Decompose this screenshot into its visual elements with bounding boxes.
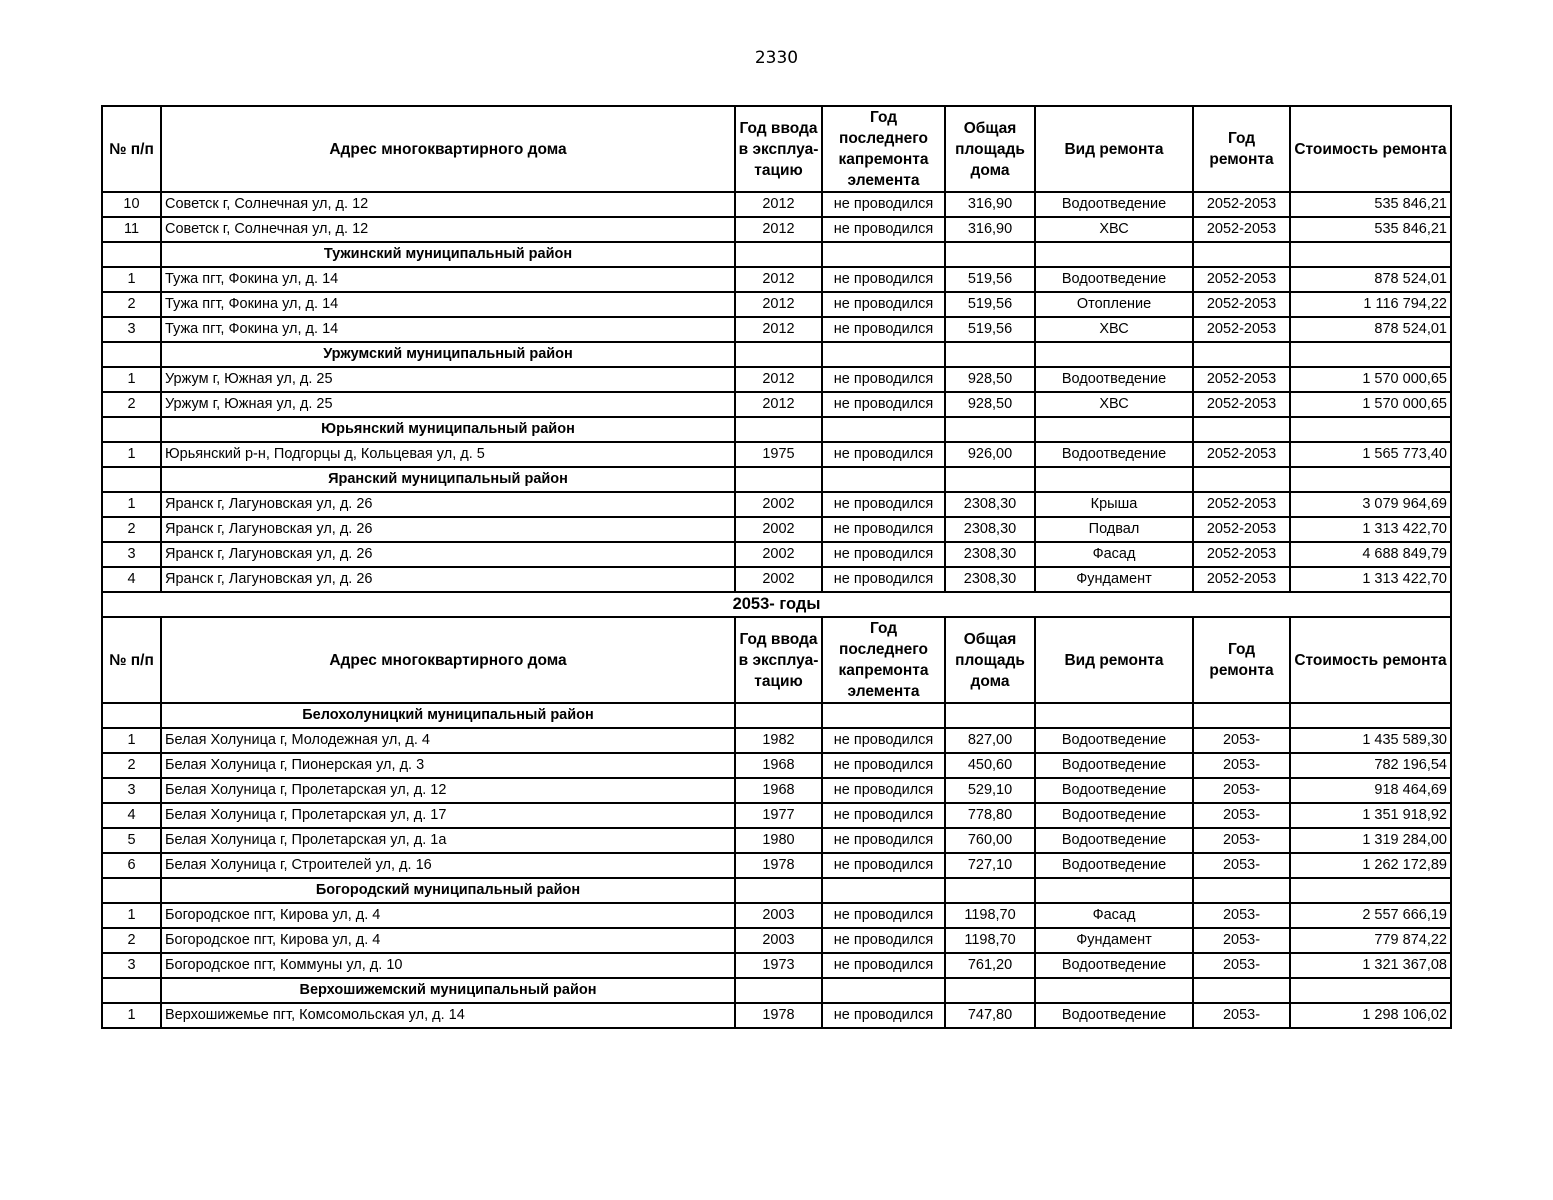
- header-address: Адрес многоквартирного дома: [161, 106, 735, 192]
- address-cell: Белая Холуница г, Молодежная ул, д. 4: [161, 728, 735, 753]
- cost-cell: 1 321 367,08: [1290, 953, 1451, 978]
- year-built-cell: 2003: [735, 928, 822, 953]
- empty-cell: [945, 703, 1035, 728]
- table-row: [102, 542, 1451, 567]
- empty-cell: [945, 978, 1035, 1003]
- last-repair-cell: не проводился: [822, 1003, 945, 1028]
- empty-cell: [1193, 342, 1290, 367]
- repair-year-cell: 2053-: [1193, 903, 1290, 928]
- last-repair-cell: не проводился: [822, 728, 945, 753]
- table-row: [102, 753, 1451, 778]
- address-cell: Яранск г, Лагуновская ул, д. 26: [161, 517, 735, 542]
- empty-cell: [735, 978, 822, 1003]
- empty-cell: [1193, 467, 1290, 492]
- last-repair-cell: не проводился: [822, 267, 945, 292]
- repair-year-cell: 2052-2053: [1193, 517, 1290, 542]
- repair-year-cell: 2052-2053: [1193, 192, 1290, 217]
- last-repair-cell: не проводился: [822, 192, 945, 217]
- address-cell: Яранск г, Лагуновская ул, д. 26: [161, 492, 735, 517]
- section-title: 2053- годы: [102, 592, 1451, 617]
- empty-cell: [945, 417, 1035, 442]
- row-number: 1: [102, 367, 161, 392]
- district-row: [102, 978, 1451, 1003]
- district-row: [102, 417, 1451, 442]
- year-built-cell: 2012: [735, 392, 822, 417]
- cost-cell: 1 435 589,30: [1290, 728, 1451, 753]
- repair-type-cell: Отопление: [1035, 292, 1193, 317]
- row-number: 3: [102, 317, 161, 342]
- last-repair-cell: не проводился: [822, 853, 945, 878]
- last-repair-cell: не проводился: [822, 928, 945, 953]
- year-built-cell: 1978: [735, 1003, 822, 1028]
- empty-cell: [1290, 703, 1451, 728]
- row-number: 1: [102, 267, 161, 292]
- last-repair-cell: не проводился: [822, 292, 945, 317]
- area-cell: 519,56: [945, 317, 1035, 342]
- area-cell: 928,50: [945, 392, 1035, 417]
- table-header-row: [102, 106, 1451, 192]
- row-number: 1: [102, 442, 161, 467]
- address-cell: Белая Холуница г, Пионерская ул, д. 3: [161, 753, 735, 778]
- repair-year-cell: 2052-2053: [1193, 567, 1290, 592]
- repair-year-cell: 2052-2053: [1193, 217, 1290, 242]
- repair-type-cell: ХВС: [1035, 217, 1193, 242]
- header-address: Адрес многоквартирного дома: [161, 617, 735, 703]
- last-repair-cell: не проводился: [822, 828, 945, 853]
- district-name: Богородский муниципальный район: [161, 878, 735, 903]
- last-repair-cell: не проводился: [822, 517, 945, 542]
- address-cell: Белая Холуница г, Пролетарская ул, д. 12: [161, 778, 735, 803]
- header-repair-type: Вид ремонта: [1035, 106, 1193, 192]
- repair-type-cell: Водоотведение: [1035, 778, 1193, 803]
- cost-cell: 2 557 666,19: [1290, 903, 1451, 928]
- empty-cell: [822, 417, 945, 442]
- empty-cell: [735, 417, 822, 442]
- repair-type-cell: Подвал: [1035, 517, 1193, 542]
- table-row: [102, 567, 1451, 592]
- area-cell: 316,90: [945, 217, 1035, 242]
- area-cell: 2308,30: [945, 492, 1035, 517]
- last-repair-cell: не проводился: [822, 542, 945, 567]
- empty-cell: [822, 467, 945, 492]
- year-built-cell: 2002: [735, 567, 822, 592]
- repair-type-cell: Водоотведение: [1035, 853, 1193, 878]
- empty-cell: [945, 342, 1035, 367]
- table-row: [102, 1003, 1451, 1028]
- table-row: [102, 517, 1451, 542]
- area-cell: 827,00: [945, 728, 1035, 753]
- header-cost: Стоимость ремонта: [1290, 106, 1451, 192]
- address-cell: Уржум г, Южная ул, д. 25: [161, 367, 735, 392]
- table-row: [102, 903, 1451, 928]
- last-repair-cell: не проводился: [822, 392, 945, 417]
- address-cell: Богородское пгт, Кирова ул, д. 4: [161, 903, 735, 928]
- year-built-cell: 1978: [735, 853, 822, 878]
- repair-type-cell: Фасад: [1035, 903, 1193, 928]
- table-row: [102, 442, 1451, 467]
- address-cell: Белая Холуница г, Строителей ул, д. 16: [161, 853, 735, 878]
- area-cell: 928,50: [945, 367, 1035, 392]
- header-year-built: Год ввода в эксплуа-тацию: [735, 106, 822, 192]
- area-cell: 2308,30: [945, 567, 1035, 592]
- row-number: 2: [102, 753, 161, 778]
- repair-schedule-table: [101, 105, 1452, 1029]
- empty-cell: [102, 703, 161, 728]
- table-row: [102, 292, 1451, 317]
- cost-cell: 782 196,54: [1290, 753, 1451, 778]
- repair-type-cell: Фасад: [1035, 542, 1193, 567]
- last-repair-cell: не проводился: [822, 492, 945, 517]
- repair-type-cell: Водоотведение: [1035, 267, 1193, 292]
- area-cell: 316,90: [945, 192, 1035, 217]
- last-repair-cell: не проводился: [822, 217, 945, 242]
- empty-cell: [1193, 978, 1290, 1003]
- table-row: [102, 953, 1451, 978]
- header-area: Общая площадь дома: [945, 617, 1035, 703]
- year-built-cell: 2002: [735, 542, 822, 567]
- year-built-cell: 1975: [735, 442, 822, 467]
- last-repair-cell: не проводился: [822, 803, 945, 828]
- last-repair-cell: не проводился: [822, 442, 945, 467]
- row-number: 3: [102, 778, 161, 803]
- repair-type-cell: Водоотведение: [1035, 442, 1193, 467]
- empty-cell: [1035, 417, 1193, 442]
- district-name: Верхошижемский муниципальный район: [161, 978, 735, 1003]
- empty-cell: [1193, 703, 1290, 728]
- empty-cell: [102, 342, 161, 367]
- table-row: [102, 492, 1451, 517]
- repair-year-cell: 2052-2053: [1193, 492, 1290, 517]
- year-built-cell: 2002: [735, 517, 822, 542]
- cost-cell: 1 319 284,00: [1290, 828, 1451, 853]
- last-repair-cell: не проводился: [822, 567, 945, 592]
- district-row: [102, 342, 1451, 367]
- area-cell: 747,80: [945, 1003, 1035, 1028]
- row-number: 2: [102, 928, 161, 953]
- empty-cell: [1290, 978, 1451, 1003]
- address-cell: Белая Холуница г, Пролетарская ул, д. 1а: [161, 828, 735, 853]
- row-number: 3: [102, 953, 161, 978]
- empty-cell: [1193, 417, 1290, 442]
- repair-year-cell: 2052-2053: [1193, 317, 1290, 342]
- year-built-cell: 1968: [735, 778, 822, 803]
- table-header-row: [102, 617, 1451, 703]
- cost-cell: 878 524,01: [1290, 267, 1451, 292]
- empty-cell: [1035, 703, 1193, 728]
- row-number: 10: [102, 192, 161, 217]
- table-row: [102, 853, 1451, 878]
- table-row: [102, 392, 1451, 417]
- address-cell: Тужа пгт, Фокина ул, д. 14: [161, 292, 735, 317]
- row-number: 5: [102, 828, 161, 853]
- repair-year-cell: 2053-: [1193, 728, 1290, 753]
- header-cost: Стоимость ремонта: [1290, 617, 1451, 703]
- empty-cell: [822, 242, 945, 267]
- repair-year-cell: 2052-2053: [1193, 542, 1290, 567]
- repair-year-cell: 2052-2053: [1193, 367, 1290, 392]
- last-repair-cell: не проводился: [822, 753, 945, 778]
- area-cell: 529,10: [945, 778, 1035, 803]
- repair-year-cell: 2053-: [1193, 1003, 1290, 1028]
- address-cell: Тужа пгт, Фокина ул, д. 14: [161, 267, 735, 292]
- district-name: Белохолуницкий муниципальный район: [161, 703, 735, 728]
- empty-cell: [945, 242, 1035, 267]
- cost-cell: 1 565 773,40: [1290, 442, 1451, 467]
- repair-year-cell: 2052-2053: [1193, 292, 1290, 317]
- area-cell: 761,20: [945, 953, 1035, 978]
- table-row: [102, 928, 1451, 953]
- empty-cell: [102, 417, 161, 442]
- year-built-cell: 1968: [735, 753, 822, 778]
- last-repair-cell: не проводился: [822, 317, 945, 342]
- empty-cell: [735, 467, 822, 492]
- repair-year-cell: 2053-: [1193, 928, 1290, 953]
- repair-year-cell: 2052-2053: [1193, 442, 1290, 467]
- cost-cell: 1 262 172,89: [1290, 853, 1451, 878]
- last-repair-cell: не проводился: [822, 903, 945, 928]
- empty-cell: [822, 978, 945, 1003]
- district-row: [102, 467, 1451, 492]
- row-number: 1: [102, 728, 161, 753]
- cost-cell: 4 688 849,79: [1290, 542, 1451, 567]
- area-cell: 727,10: [945, 853, 1035, 878]
- empty-cell: [102, 242, 161, 267]
- empty-cell: [102, 878, 161, 903]
- empty-cell: [822, 342, 945, 367]
- row-number: 4: [102, 567, 161, 592]
- empty-cell: [822, 703, 945, 728]
- row-number: 11: [102, 217, 161, 242]
- area-cell: 1198,70: [945, 928, 1035, 953]
- address-cell: Советск г, Солнечная ул, д. 12: [161, 192, 735, 217]
- row-number: 2: [102, 517, 161, 542]
- area-cell: 1198,70: [945, 903, 1035, 928]
- area-cell: 926,00: [945, 442, 1035, 467]
- cost-cell: 535 846,21: [1290, 192, 1451, 217]
- header-repair-year: Год ремонта: [1193, 106, 1290, 192]
- repair-type-cell: Водоотведение: [1035, 828, 1193, 853]
- row-number: 2: [102, 292, 161, 317]
- year-built-cell: 2012: [735, 367, 822, 392]
- header-year-built: Год ввода в эксплуа-тацию: [735, 617, 822, 703]
- cost-cell: 1 351 918,92: [1290, 803, 1451, 828]
- empty-cell: [1290, 342, 1451, 367]
- cost-cell: 918 464,69: [1290, 778, 1451, 803]
- district-name: Яранский муниципальный район: [161, 467, 735, 492]
- year-built-cell: 2012: [735, 292, 822, 317]
- empty-cell: [1193, 878, 1290, 903]
- year-built-cell: 1982: [735, 728, 822, 753]
- cost-cell: 3 079 964,69: [1290, 492, 1451, 517]
- page-number: 2330: [754, 48, 799, 68]
- address-cell: Богородское пгт, Коммуны ул, д. 10: [161, 953, 735, 978]
- empty-cell: [735, 703, 822, 728]
- empty-cell: [735, 342, 822, 367]
- empty-cell: [1290, 467, 1451, 492]
- repair-type-cell: Водоотведение: [1035, 192, 1193, 217]
- empty-cell: [945, 878, 1035, 903]
- repair-type-cell: Водоотведение: [1035, 1003, 1193, 1028]
- row-number: 6: [102, 853, 161, 878]
- row-number: 2: [102, 392, 161, 417]
- repair-year-cell: 2053-: [1193, 803, 1290, 828]
- row-number: 4: [102, 803, 161, 828]
- empty-cell: [735, 878, 822, 903]
- address-cell: Яранск г, Лагуновская ул, д. 26: [161, 567, 735, 592]
- district-row: [102, 878, 1451, 903]
- header-repair-type: Вид ремонта: [1035, 617, 1193, 703]
- area-cell: 2308,30: [945, 517, 1035, 542]
- district-row: [102, 242, 1451, 267]
- table-row: [102, 192, 1451, 217]
- repair-type-cell: Фундамент: [1035, 928, 1193, 953]
- cost-cell: 1 298 106,02: [1290, 1003, 1451, 1028]
- year-built-cell: 2012: [735, 317, 822, 342]
- year-built-cell: 2012: [735, 217, 822, 242]
- repair-year-cell: 2052-2053: [1193, 392, 1290, 417]
- area-cell: 2308,30: [945, 542, 1035, 567]
- header-repair-year: Год ремонта: [1193, 617, 1290, 703]
- cost-cell: 878 524,01: [1290, 317, 1451, 342]
- address-cell: Верхошижемье пгт, Комсомольская ул, д. 14: [161, 1003, 735, 1028]
- year-built-cell: 2003: [735, 903, 822, 928]
- empty-cell: [945, 467, 1035, 492]
- address-cell: Богородское пгт, Кирова ул, д. 4: [161, 928, 735, 953]
- year-built-cell: 1980: [735, 828, 822, 853]
- address-cell: Яранск г, Лагуновская ул, д. 26: [161, 542, 735, 567]
- repair-year-cell: 2053-: [1193, 828, 1290, 853]
- repair-type-cell: Водоотведение: [1035, 728, 1193, 753]
- repair-type-cell: Водоотведение: [1035, 803, 1193, 828]
- empty-cell: [1193, 242, 1290, 267]
- header-num: № п/п: [102, 617, 161, 703]
- year-built-cell: 1977: [735, 803, 822, 828]
- empty-cell: [1290, 878, 1451, 903]
- repair-year-cell: 2053-: [1193, 778, 1290, 803]
- repair-type-cell: Крыша: [1035, 492, 1193, 517]
- table-row: [102, 728, 1451, 753]
- table-row: [102, 778, 1451, 803]
- address-cell: Белая Холуница г, Пролетарская ул, д. 17: [161, 803, 735, 828]
- area-cell: 760,00: [945, 828, 1035, 853]
- empty-cell: [1290, 242, 1451, 267]
- area-cell: 450,60: [945, 753, 1035, 778]
- area-cell: 519,56: [945, 292, 1035, 317]
- table-row: [102, 217, 1451, 242]
- district-name: Тужинский муниципальный район: [161, 242, 735, 267]
- empty-cell: [822, 878, 945, 903]
- section-row: [102, 592, 1451, 617]
- cost-cell: 779 874,22: [1290, 928, 1451, 953]
- year-built-cell: 2012: [735, 192, 822, 217]
- repair-type-cell: ХВС: [1035, 392, 1193, 417]
- area-cell: 519,56: [945, 267, 1035, 292]
- district-name: Юрьянский муниципальный район: [161, 417, 735, 442]
- empty-cell: [1035, 978, 1193, 1003]
- empty-cell: [1035, 342, 1193, 367]
- row-number: 3: [102, 542, 161, 567]
- empty-cell: [735, 242, 822, 267]
- year-built-cell: 1973: [735, 953, 822, 978]
- repair-type-cell: Фундамент: [1035, 567, 1193, 592]
- empty-cell: [102, 467, 161, 492]
- cost-cell: 1 570 000,65: [1290, 367, 1451, 392]
- year-built-cell: 2002: [735, 492, 822, 517]
- last-repair-cell: не проводился: [822, 367, 945, 392]
- empty-cell: [1035, 242, 1193, 267]
- last-repair-cell: не проводился: [822, 778, 945, 803]
- cost-cell: 1 570 000,65: [1290, 392, 1451, 417]
- table-row: [102, 828, 1451, 853]
- header-last-repair: Год последнего капремонта элемента: [822, 617, 945, 703]
- repair-year-cell: 2053-: [1193, 853, 1290, 878]
- address-cell: Уржум г, Южная ул, д. 25: [161, 392, 735, 417]
- address-cell: Советск г, Солнечная ул, д. 12: [161, 217, 735, 242]
- district-name: Уржумский муниципальный район: [161, 342, 735, 367]
- empty-cell: [1290, 417, 1451, 442]
- repair-type-cell: Водоотведение: [1035, 753, 1193, 778]
- table-row: [102, 367, 1451, 392]
- area-cell: 778,80: [945, 803, 1035, 828]
- year-built-cell: 2012: [735, 267, 822, 292]
- repair-year-cell: 2053-: [1193, 753, 1290, 778]
- last-repair-cell: не проводился: [822, 953, 945, 978]
- row-number: 1: [102, 492, 161, 517]
- district-row: [102, 703, 1451, 728]
- header-area: Общая площадь дома: [945, 106, 1035, 192]
- header-last-repair: Год последнего капремонта элемента: [822, 106, 945, 192]
- cost-cell: 1 313 422,70: [1290, 567, 1451, 592]
- row-number: 1: [102, 903, 161, 928]
- empty-cell: [1035, 467, 1193, 492]
- table-row: [102, 803, 1451, 828]
- cost-cell: 535 846,21: [1290, 217, 1451, 242]
- address-cell: Тужа пгт, Фокина ул, д. 14: [161, 317, 735, 342]
- table-row: [102, 317, 1451, 342]
- table-row: [102, 267, 1451, 292]
- repair-type-cell: Водоотведение: [1035, 953, 1193, 978]
- repair-year-cell: 2052-2053: [1193, 267, 1290, 292]
- cost-cell: 1 313 422,70: [1290, 517, 1451, 542]
- empty-cell: [1035, 878, 1193, 903]
- repair-year-cell: 2053-: [1193, 953, 1290, 978]
- row-number: 1: [102, 1003, 161, 1028]
- address-cell: Юрьянский р-н, Подгорцы д, Кольцевая ул, д. 5: [161, 442, 735, 467]
- header-num: № п/п: [102, 106, 161, 192]
- repair-type-cell: Водоотведение: [1035, 367, 1193, 392]
- repair-type-cell: ХВС: [1035, 317, 1193, 342]
- empty-cell: [102, 978, 161, 1003]
- cost-cell: 1 116 794,22: [1290, 292, 1451, 317]
